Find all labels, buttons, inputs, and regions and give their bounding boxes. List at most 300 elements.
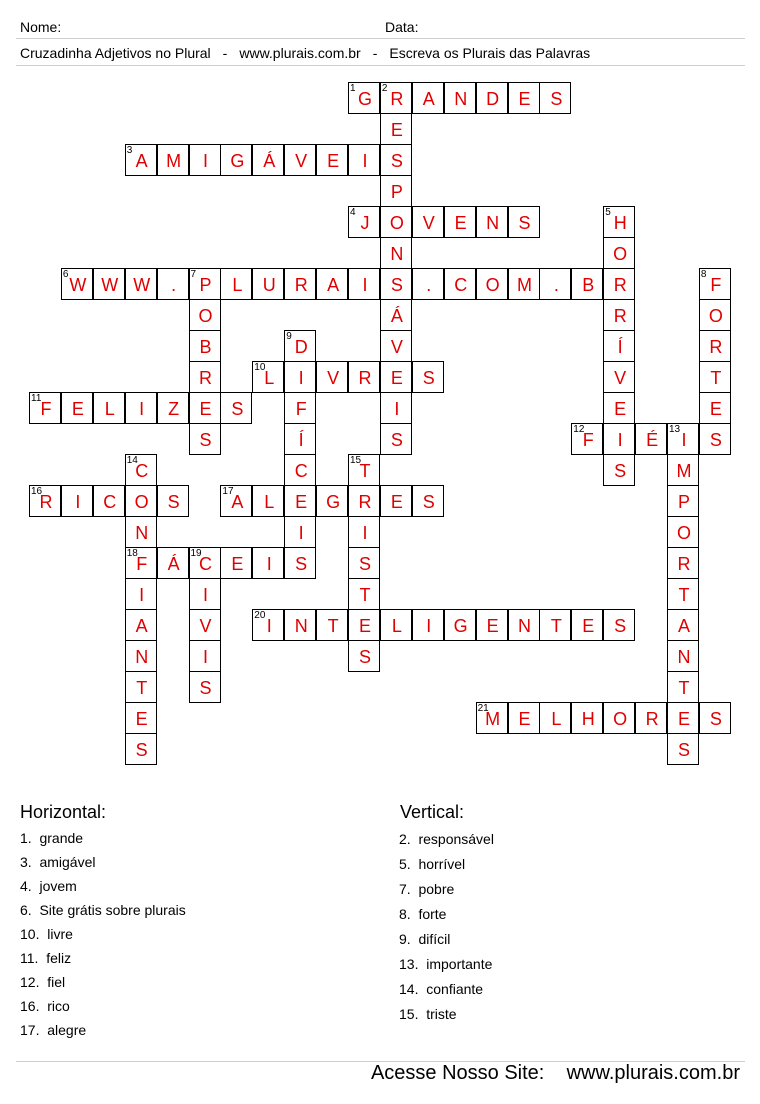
vertical-clue: 15. triste: [399, 1006, 457, 1022]
grid-cell[interactable]: [412, 82, 444, 114]
grid-cell[interactable]: [252, 547, 284, 579]
grid-cell[interactable]: [539, 268, 571, 300]
grid-cell[interactable]: [603, 268, 635, 300]
answer-letter: A: [677, 616, 690, 636]
horizontal-clue: 17. alegre: [20, 1022, 87, 1038]
answer-letter: C: [199, 554, 212, 574]
grid-cell[interactable]: [220, 268, 252, 300]
answer-letter: V: [614, 368, 627, 388]
grid-cell[interactable]: [125, 268, 157, 300]
answer-letter: S: [677, 740, 690, 760]
clue-number: 13: [669, 424, 681, 435]
grid-cell[interactable]: [61, 392, 93, 424]
grid-cell[interactable]: [667, 485, 699, 517]
answer-letter: T: [359, 585, 371, 605]
clue-number: 5: [605, 207, 611, 218]
answer-letter: I: [139, 399, 145, 419]
footer-site-link[interactable]: www.plurais.com.br: [566, 1062, 740, 1084]
grid-cell[interactable]: [380, 268, 412, 300]
grid-cell[interactable]: [348, 144, 380, 176]
grid-cell[interactable]: [125, 392, 157, 424]
grid-cell[interactable]: [603, 392, 635, 424]
answer-letter: B: [582, 275, 595, 295]
answer-letter: H: [613, 213, 627, 233]
answer-letter: V: [295, 151, 308, 171]
answer-letter: P: [677, 492, 690, 512]
answer-letter: F: [295, 399, 307, 419]
grid-cell[interactable]: [348, 82, 380, 114]
answer-letter: D: [486, 89, 500, 109]
grid-cell[interactable]: [348, 454, 380, 486]
answer-letter: V: [390, 337, 403, 357]
grid-cell[interactable]: [571, 423, 603, 455]
answer-letter: S: [390, 430, 403, 450]
clue-number: 17: [222, 486, 234, 497]
grid-cell[interactable]: [603, 299, 635, 331]
grid-cell[interactable]: [284, 392, 316, 424]
grid-cell[interactable]: [189, 609, 221, 641]
grid-cell[interactable]: [699, 330, 731, 362]
grid-cell[interactable]: [444, 206, 476, 238]
grid-cell[interactable]: [380, 299, 412, 331]
answer-letter: E: [71, 399, 84, 419]
answer-letter: N: [390, 244, 404, 264]
clue-number: 15: [350, 455, 362, 466]
clue-number: 16: [31, 486, 43, 497]
grid-cell[interactable]: [603, 206, 635, 238]
grid-cell[interactable]: [380, 237, 412, 269]
vertical-clue: 13. importante: [399, 956, 493, 972]
answer-letter: .: [553, 275, 559, 295]
vertical-clues-title: Vertical:: [400, 802, 465, 822]
grid-cell[interactable]: [284, 361, 316, 393]
grid-cell[interactable]: [571, 702, 603, 734]
answer-letter: T: [359, 461, 371, 481]
answer-letter: Á: [167, 554, 180, 574]
grid-cell[interactable]: [189, 547, 221, 579]
grid-cell[interactable]: [125, 640, 157, 672]
answer-letter: F: [582, 430, 594, 450]
grid-cell[interactable]: [571, 609, 603, 641]
grid-cell[interactable]: [189, 640, 221, 672]
grid-cell[interactable]: [220, 392, 252, 424]
vertical-clue: 2. responsável: [399, 831, 494, 847]
answer-letter: S: [614, 461, 627, 481]
answer-letter: I: [298, 523, 304, 543]
grid-cell[interactable]: [380, 206, 412, 238]
grid-cell[interactable]: [125, 485, 157, 517]
grid-cell[interactable]: [252, 361, 284, 393]
separator: -: [372, 45, 378, 61]
answer-letter: S: [709, 709, 722, 729]
answer-letter: Í: [298, 430, 304, 450]
answer-letter: P: [390, 182, 403, 202]
answer-letter: G: [453, 616, 468, 636]
answer-letter: A: [327, 275, 340, 295]
answer-letter: R: [645, 709, 659, 729]
grid-cell[interactable]: [667, 516, 699, 548]
grid-cell[interactable]: [603, 237, 635, 269]
grid-cell[interactable]: [189, 268, 221, 300]
grid-cell[interactable]: [412, 206, 444, 238]
grid-cell[interactable]: [348, 206, 380, 238]
grid-cell[interactable]: [603, 454, 635, 486]
grid-cell[interactable]: [508, 609, 540, 641]
answer-letter: B: [199, 337, 212, 357]
grid-cell[interactable]: [508, 82, 540, 114]
grid-cell[interactable]: [476, 82, 508, 114]
clue-number: 18: [126, 548, 138, 559]
grid-cell[interactable]: [539, 702, 571, 734]
grid-cell[interactable]: [316, 609, 348, 641]
grid-cell[interactable]: [380, 175, 412, 207]
grid-cell[interactable]: [284, 268, 316, 300]
grid-cell[interactable]: [667, 733, 699, 765]
grid-cell[interactable]: [476, 702, 508, 734]
answer-letter: E: [518, 709, 531, 729]
date-label: Data:: [385, 19, 419, 35]
grid-cell[interactable]: [189, 144, 221, 176]
grid-cell[interactable]: [93, 485, 125, 517]
answer-letter: S: [422, 492, 435, 512]
horizontal-clue: 4. jovem: [20, 878, 77, 894]
grid-cell[interactable]: [603, 609, 635, 641]
answer-letter: T: [550, 616, 562, 636]
grid-cell[interactable]: [380, 113, 412, 145]
grid-cell[interactable]: [125, 144, 157, 176]
grid-cell[interactable]: [667, 671, 699, 703]
grid-cell[interactable]: [380, 82, 412, 114]
answer-letter: V: [327, 368, 340, 388]
grid-cell[interactable]: [125, 671, 157, 703]
grid-cell[interactable]: [252, 485, 284, 517]
answer-letter: O: [613, 244, 628, 264]
grid-cell[interactable]: [412, 485, 444, 517]
answer-letter: L: [104, 399, 115, 419]
answer-letter: E: [231, 554, 244, 574]
answer-letter: A: [135, 151, 148, 171]
answer-letter: I: [426, 616, 432, 636]
vertical-clue: 14. confiante: [399, 981, 484, 997]
answer-letter: P: [199, 275, 212, 295]
answer-letter: .: [426, 275, 432, 295]
answer-letter: N: [518, 616, 531, 636]
answer-letter: R: [613, 306, 627, 326]
grid-cell[interactable]: [571, 268, 603, 300]
answer-letter: R: [613, 275, 627, 295]
answer-letter: E: [327, 151, 340, 171]
grid-cell[interactable]: [29, 392, 61, 424]
clue-number: 20: [254, 610, 266, 621]
answer-letter: E: [390, 120, 403, 140]
answer-letter: I: [362, 523, 368, 543]
grid-cell[interactable]: [667, 454, 699, 486]
answer-letter: I: [298, 368, 304, 388]
grid-cell[interactable]: [284, 609, 316, 641]
clue-number: 8: [700, 269, 707, 280]
horizontal-clue: 11. feliz: [20, 950, 72, 966]
horizontal-clue: 1. grande: [20, 830, 84, 846]
grid-cell[interactable]: [252, 609, 284, 641]
grid-cell[interactable]: [348, 516, 380, 548]
answer-letter: N: [486, 213, 500, 233]
answer-letter: E: [390, 368, 403, 388]
grid-cell[interactable]: [380, 609, 412, 641]
grid-cell[interactable]: [667, 423, 699, 455]
answer-letter: M: [517, 275, 532, 295]
puzzle-title: Cruzadinha Adjetivos no Plural: [20, 45, 211, 61]
grid-cell[interactable]: [444, 82, 476, 114]
answer-letter: T: [678, 585, 690, 605]
horizontal-clues-title: Horizontal:: [20, 802, 107, 822]
vertical-clue: 7. pobre: [399, 881, 455, 897]
grid-cell[interactable]: [157, 392, 189, 424]
answer-letter: S: [135, 740, 148, 760]
grid-cell[interactable]: [284, 423, 316, 455]
vertical-clue: 9. difícil: [399, 931, 451, 947]
grid-cell[interactable]: [284, 516, 316, 548]
answer-letter: I: [394, 399, 400, 419]
grid-cell[interactable]: [157, 485, 189, 517]
answer-letter: S: [390, 151, 403, 171]
grid-cell[interactable]: [284, 144, 316, 176]
vertical-clue: 5. horrível: [399, 856, 466, 872]
answer-letter: N: [135, 647, 149, 667]
grid-cell[interactable]: [189, 299, 221, 331]
grid-cell[interactable]: [476, 609, 508, 641]
grid-cell[interactable]: [125, 516, 157, 548]
answer-letter: E: [518, 89, 531, 109]
grid-cell[interactable]: [316, 485, 348, 517]
grid-cell[interactable]: [157, 144, 189, 176]
clue-number: 2: [381, 83, 388, 94]
horizontal-clue: 3. amigável: [20, 854, 96, 870]
grid-cell[interactable]: [348, 640, 380, 672]
answer-letter: A: [231, 492, 244, 512]
answer-letter: I: [266, 616, 272, 636]
answer-letter: G: [326, 492, 341, 512]
answer-letter: E: [582, 616, 595, 636]
grid-cell[interactable]: [603, 423, 635, 455]
answer-letter: Á: [390, 306, 403, 326]
grid-cell[interactable]: [508, 702, 540, 734]
answer-letter: E: [454, 213, 467, 233]
grid-cell[interactable]: [125, 702, 157, 734]
grid-cell[interactable]: [93, 268, 125, 300]
horizontal-clue: 6. Site grátis sobre plurais: [20, 902, 186, 918]
answer-letter: E: [135, 709, 148, 729]
answer-letter: M: [485, 709, 501, 729]
clue-number: 3: [126, 145, 133, 156]
horizontal-clue: 12. fiel: [20, 974, 66, 990]
answer-letter: T: [136, 678, 148, 698]
grid-cell[interactable]: [61, 268, 93, 300]
answer-letter: T: [327, 616, 339, 636]
grid-cell[interactable]: [220, 547, 252, 579]
footer-label: Acesse Nosso Site:: [370, 1062, 545, 1084]
answer-letter: C: [103, 492, 117, 512]
answer-letter: I: [362, 151, 368, 171]
clue-number: 1: [350, 83, 356, 94]
grid-cell[interactable]: [316, 268, 348, 300]
answer-letter: F: [710, 275, 722, 295]
grid-cell[interactable]: [252, 268, 284, 300]
answer-letter: V: [422, 213, 435, 233]
grid-cell[interactable]: [348, 578, 380, 610]
answer-letter: T: [710, 368, 722, 388]
grid-cell[interactable]: [603, 330, 635, 362]
grid-cell[interactable]: [380, 485, 412, 517]
grid-cell[interactable]: [539, 82, 571, 114]
grid-cell[interactable]: [380, 423, 412, 455]
grid-cell[interactable]: [699, 361, 731, 393]
grid-cell[interactable]: [635, 702, 667, 734]
grid-cell[interactable]: [380, 392, 412, 424]
grid-cell[interactable]: [29, 485, 61, 517]
grid-cell[interactable]: [348, 268, 380, 300]
grid-cell[interactable]: [444, 609, 476, 641]
grid-cell[interactable]: [380, 361, 412, 393]
grid-cell[interactable]: [284, 485, 316, 517]
answer-letter: I: [202, 647, 208, 667]
clue-number: 6: [62, 269, 69, 280]
answer-letter: W: [101, 275, 119, 295]
answer-letter: L: [232, 275, 243, 295]
grid-cell[interactable]: [189, 330, 221, 362]
grid-cell[interactable]: [284, 330, 316, 362]
grid-cell[interactable]: [412, 609, 444, 641]
grid-cell[interactable]: [125, 547, 157, 579]
grid-cell[interactable]: [380, 144, 412, 176]
answer-letter: E: [295, 492, 308, 512]
grid-cell[interactable]: [189, 392, 221, 424]
grid-cell[interactable]: [476, 268, 508, 300]
name-label: Nome:: [20, 19, 62, 35]
grid-cell[interactable]: [61, 485, 93, 517]
grid-cell[interactable]: [189, 423, 221, 455]
grid-cell[interactable]: [125, 609, 157, 641]
answer-letter: C: [294, 461, 308, 481]
grid-cell[interactable]: [380, 330, 412, 362]
answer-letter: É: [646, 430, 659, 450]
answer-letter: S: [709, 430, 722, 450]
grid-cell[interactable]: [699, 268, 731, 300]
grid-cell[interactable]: [284, 547, 316, 579]
answer-letter: S: [231, 399, 244, 419]
grid-cell[interactable]: [220, 485, 252, 517]
grid-cell[interactable]: [603, 702, 635, 734]
grid-cell[interactable]: [412, 361, 444, 393]
answer-letter: I: [362, 275, 368, 295]
answer-letter: L: [551, 709, 562, 729]
grid-cell[interactable]: [412, 268, 444, 300]
clue-number: 4: [350, 207, 356, 218]
grid-cell[interactable]: [667, 578, 699, 610]
answer-letter: U: [262, 275, 276, 295]
answer-letter: Z: [168, 399, 180, 419]
grid-cell[interactable]: [252, 144, 284, 176]
answer-letter: M: [166, 151, 182, 171]
grid-cell[interactable]: [348, 609, 380, 641]
answer-letter: Á: [263, 151, 276, 171]
grid-cell[interactable]: [348, 547, 380, 579]
grid-cell[interactable]: [157, 268, 189, 300]
grid-cell[interactable]: [667, 702, 699, 734]
grid-cell[interactable]: [635, 423, 667, 455]
grid-cell[interactable]: [189, 671, 221, 703]
clue-number: 12: [573, 424, 585, 435]
grid-cell[interactable]: [699, 299, 731, 331]
answer-letter: S: [390, 275, 403, 295]
grid-cell[interactable]: [667, 640, 699, 672]
answer-letter: S: [358, 554, 371, 574]
grid-cell[interactable]: [699, 392, 731, 424]
grid-cell[interactable]: [316, 144, 348, 176]
answer-letter: S: [199, 678, 212, 698]
clue-number: 7: [190, 269, 197, 280]
answer-letter: R: [709, 337, 723, 357]
answer-letter: I: [139, 585, 145, 605]
answer-letter: E: [199, 399, 212, 419]
answer-letter: T: [678, 678, 690, 698]
answer-letter: Í: [617, 337, 623, 357]
footer: [371, 1062, 740, 1085]
grid-cell[interactable]: [699, 423, 731, 455]
answer-letter: R: [294, 275, 308, 295]
answer-letter: C: [454, 275, 468, 295]
answer-letter: L: [264, 368, 275, 388]
answer-letter: O: [708, 306, 723, 326]
grid-cell[interactable]: [508, 268, 540, 300]
grid-cell[interactable]: [157, 547, 189, 579]
horizontal-clue: 16. rico: [20, 998, 70, 1014]
answer-letter: E: [614, 399, 627, 419]
grid-cell[interactable]: [699, 702, 731, 734]
grid-cell[interactable]: [284, 454, 316, 486]
answer-letter: O: [198, 306, 213, 326]
grid-cell[interactable]: [189, 361, 221, 393]
grid-cell[interactable]: [508, 206, 540, 238]
grid-cell[interactable]: [316, 361, 348, 393]
answer-letter: O: [134, 492, 149, 512]
answer-letter: W: [133, 275, 151, 295]
grid-cell[interactable]: [220, 144, 252, 176]
answer-letter: C: [135, 461, 149, 481]
grid-cell[interactable]: [93, 392, 125, 424]
clue-number: 14: [126, 455, 138, 466]
grid-cell[interactable]: [444, 268, 476, 300]
grid-cell[interactable]: [667, 547, 699, 579]
header-site-link[interactable]: www.plurais.com.br: [239, 45, 361, 61]
grid-cell[interactable]: [125, 733, 157, 765]
grid-cell[interactable]: [667, 609, 699, 641]
horizontal-clue: 10. livre: [20, 926, 73, 942]
grid-cell[interactable]: [603, 361, 635, 393]
answer-letter: I: [202, 151, 208, 171]
grid-cell[interactable]: [189, 578, 221, 610]
answer-letter: N: [677, 647, 691, 667]
grid-cell[interactable]: [348, 485, 380, 517]
answer-letter: R: [390, 89, 404, 109]
answer-letter: E: [677, 709, 690, 729]
grid-cell[interactable]: [125, 454, 157, 486]
grid-cell[interactable]: [125, 578, 157, 610]
grid-cell[interactable]: [539, 609, 571, 641]
answer-letter: I: [75, 492, 81, 512]
grid-cell[interactable]: [348, 361, 380, 393]
grid-cell[interactable]: [476, 206, 508, 238]
answer-letter: D: [294, 337, 308, 357]
